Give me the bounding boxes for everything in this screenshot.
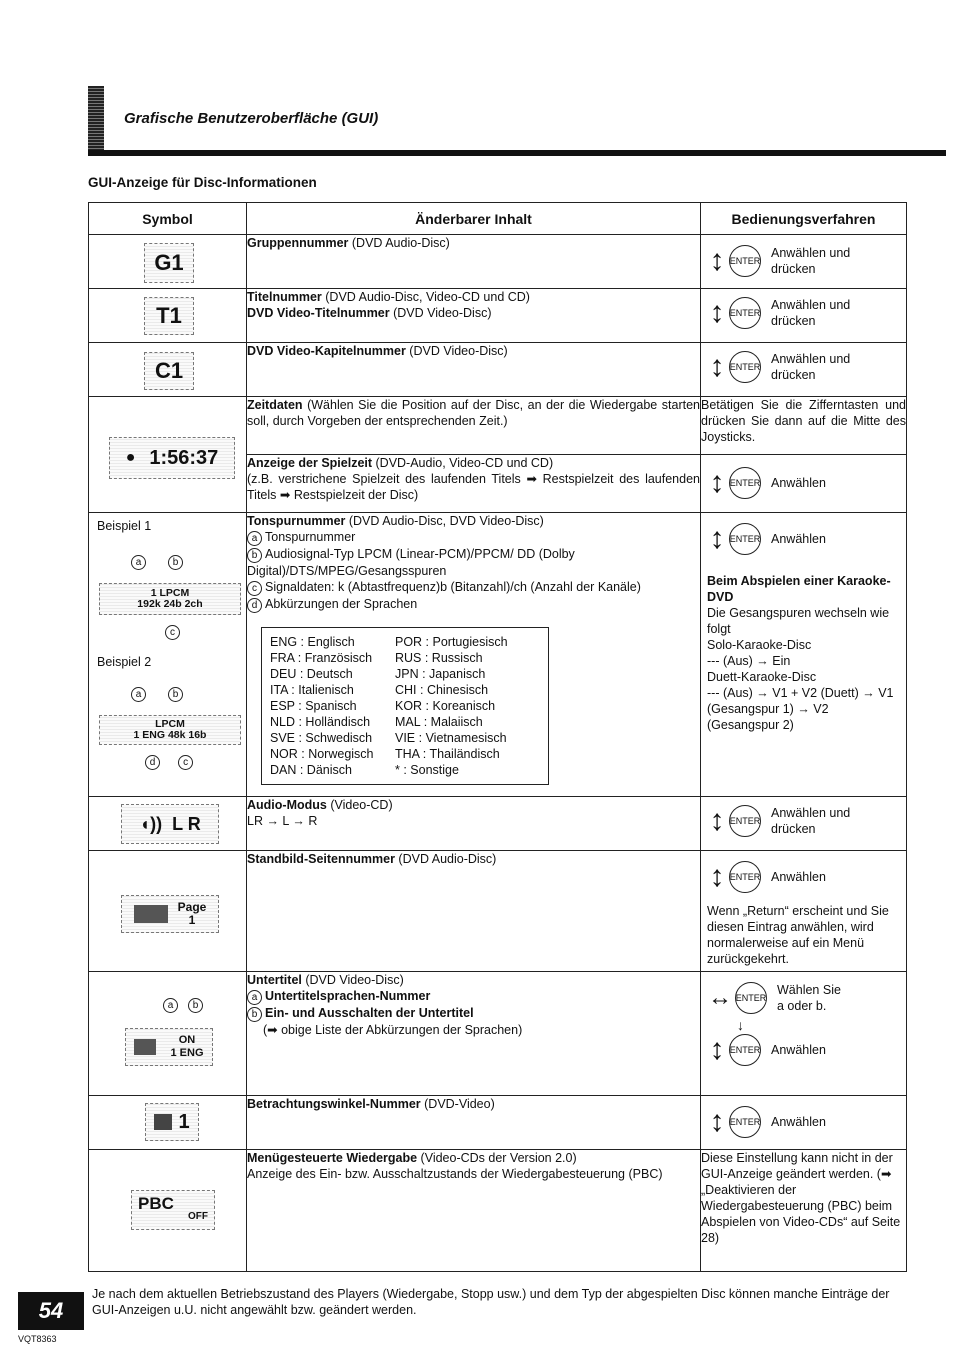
callout-label [165, 625, 183, 640]
col-header-content: Änderbarer Inhalt [247, 203, 701, 235]
language-list [261, 627, 549, 785]
lang-item: RUS : Russisch [395, 651, 483, 665]
up-down-arrow-icon: ↕ [709, 466, 725, 499]
lang-item: FRA : Französisch [270, 651, 373, 665]
lang-item: NOR : Norwegisch [270, 747, 374, 761]
enter-label: ENTER [729, 1116, 761, 1127]
osd-text-block [170, 1034, 203, 1060]
operation-cell: Diese Einstellung kann nicht in der GUI-Anzeige geändert werden. (➡ „Deaktivieren der Wiedergabesteuerung (PBC) beim Abspielen von Video-CDs“ auf Seite 28) [701, 1150, 907, 1272]
operation-cell [701, 455, 907, 513]
operation-text: Anwählen und drücken [771, 806, 851, 836]
up-down-arrow-icon: ↕ [709, 350, 725, 383]
table-row [89, 289, 907, 343]
example-1-label: Beispiel 1 [97, 519, 152, 533]
osd-text-block [178, 901, 207, 927]
operation-text: Anwählen und drücken [771, 298, 851, 328]
content-text: Audiosignal-Typ LPCM (Linear-PCM)/PPCM/ DD (Dolby Digital)/DTS/MPEG/Gesangsspuren [247, 547, 575, 578]
osd-text: Page [177, 900, 207, 914]
karaoke-line: --- (Aus) → Ein [707, 654, 791, 668]
callout-c: c [247, 581, 262, 596]
lang-item: ITA : Italienisch [270, 683, 354, 697]
content-bold: Untertitelsprachen-Nummer [265, 989, 431, 1003]
content-bold: Betrachtungswinkel-Nummer [247, 1097, 421, 1111]
content-text: (z.B. verstrichene Spielzeit des laufenden Titels ➡ Restspielzeit des laufenden Titels ➡ Restspielzeit der Disc) [247, 472, 700, 502]
footer-note: Je nach dem aktuellen Betriebszustand des Players (Wiedergabe, Stopp usw.) und dem Typ der abgespielten Disc können manche Einträge der GUI-Anzeigen u.U. nicht angewählt bzw. geändert werden. [92, 1287, 890, 1317]
page-number: 54 [18, 1292, 84, 1330]
up-down-arrow-icon: ↕ [709, 1033, 725, 1066]
operation-text: a oder b. [777, 999, 827, 1013]
enter-label: ENTER [729, 871, 761, 882]
operation-text: Anwählen [771, 870, 826, 884]
table-row [89, 343, 907, 397]
karaoke-line: Die Gesangspuren wechseln wie folgt [707, 606, 890, 636]
callout-a: a [131, 555, 146, 570]
karaoke-note [701, 559, 906, 737]
enter-label: ENTER [729, 361, 761, 372]
content-text: (DVD Video-Disc) [405, 344, 508, 358]
enter-button-icon [729, 805, 761, 837]
enter-button-icon [729, 523, 761, 555]
speaker-icon: ◖)) [139, 813, 163, 834]
content-text: (Video-CDs der Version 2.0) [417, 1151, 577, 1165]
lang-item: ENG : Englisch [270, 635, 355, 649]
document-code: VQT8363 [18, 1334, 57, 1344]
content-bold: Zeitdaten [247, 398, 303, 412]
callout-a: a [247, 531, 262, 546]
operation-text: Anwählen und drücken [771, 352, 851, 382]
operation-cell [701, 851, 907, 972]
symbol-cell [89, 972, 247, 1096]
lang-item: KOR : Koreanisch [395, 699, 496, 713]
operation-cell [701, 797, 907, 851]
lang-item: POR : Portugiesisch [395, 635, 508, 649]
content-text: Anzeige des Ein- bzw. Ausschaltzustands der Wiedergabesteuerung (PBC) [247, 1167, 663, 1181]
content-cell [247, 343, 701, 397]
table-header-row [89, 203, 907, 235]
content-cell [247, 851, 701, 972]
table-row [89, 1150, 907, 1272]
content-bold: Titelnummer [247, 290, 322, 304]
content-text: (DVD Audio-Disc, DVD Video-Disc) [345, 514, 544, 528]
karaoke-title: Beim Abspielen einer Karaoke-DVD [707, 574, 891, 604]
content-text: (Wählen Sie die Position auf der Disc, an der die Wiedergabe starten soll, durch Vorgeben der entsprechenden Zeit.) [247, 398, 700, 428]
left-right-arrow-icon: ↔ [708, 984, 732, 1011]
operation-cell [701, 1096, 907, 1150]
operation-text: Anwählen [771, 476, 826, 490]
col-header-operation: Bedienungsverfahren [701, 203, 907, 235]
symbol-cell [89, 851, 247, 972]
subtitle-osd-icon [125, 1028, 213, 1066]
operation-text: Anwählen [771, 532, 826, 546]
content-bold: DVD Video-Kapitelnummer [247, 344, 406, 358]
time-osd-icon [109, 437, 235, 479]
content-cell [247, 1150, 701, 1272]
enter-button-icon [729, 467, 761, 499]
content-text: (DVD Video-Disc) [301, 973, 404, 987]
enter-button-icon [735, 982, 767, 1014]
chapter-osd-icon: C1 [144, 352, 194, 390]
lang-item: DEU : Deutsch [270, 667, 353, 681]
content-cell [247, 797, 701, 851]
operation-text: Anwählen [771, 1043, 826, 1057]
operation-text: Anwählen und drücken [771, 246, 851, 276]
callout-b: b [247, 1007, 262, 1022]
operation-note: Wenn „Return“ erscheint und Sie diesen Eintrag anwählen, wird normalerweise auf ein Menü zurückgekehrt. [707, 904, 889, 966]
table-row [89, 1096, 907, 1150]
lang-item: JPN : Japanisch [395, 667, 486, 681]
col-header-symbol: Symbol [89, 203, 247, 235]
callout-b: b [247, 548, 262, 563]
enter-button-icon [729, 1106, 761, 1138]
content-text: (DVD Audio-Disc, Video-CD und CD) [321, 290, 530, 304]
symbol-cell [89, 397, 247, 513]
content-bold: Anzeige der Spielzeit [247, 456, 373, 470]
content-text: Abkürzungen der Sprachen [265, 597, 418, 611]
content-text: (DVD-Video) [420, 1097, 495, 1111]
content-bold: Tonspurnummer [247, 514, 346, 528]
osd-text: 1 ENG 48k 16b [133, 729, 207, 741]
content-text: Tonspurnummer [265, 530, 356, 544]
up-down-arrow-icon: ↕ [709, 860, 725, 893]
table-row [89, 851, 907, 972]
content-cell [247, 397, 701, 455]
callout-labels [131, 687, 186, 702]
content-cell [247, 513, 701, 797]
up-down-arrow-icon: ↕ [709, 804, 725, 837]
karaoke-line: Solo-Karaoke-Disc [707, 638, 812, 652]
content-bold: Menügesteuerte Wiedergabe [247, 1151, 418, 1165]
operation-text-block [777, 982, 841, 1014]
down-arrow-icon: ↓ [737, 1017, 744, 1033]
enter-button-icon [729, 861, 761, 893]
picture-icon [134, 905, 168, 923]
symbol-cell [89, 343, 247, 397]
content-text: (➡ obige Liste der Abkürzungen der Sprachen) [263, 1023, 523, 1037]
enter-label: ENTER [735, 992, 767, 1003]
osd-text: 1 [188, 913, 196, 927]
content-bold: Untertitel [247, 973, 302, 987]
section-title: GUI-Anzeige für Disc-Informationen [88, 175, 317, 190]
time-value: 1:56:37 [149, 446, 219, 469]
osd-text: ON [178, 1034, 196, 1046]
audio-osd-example-1 [99, 583, 241, 615]
callout-c: c [178, 755, 193, 770]
callout-a: a [163, 998, 178, 1013]
content-cell [247, 289, 701, 343]
callout-b: b [168, 555, 183, 570]
up-down-arrow-icon: ↕ [709, 244, 725, 277]
callout-b: b [188, 998, 203, 1013]
lang-item: SVE : Schwedisch [270, 731, 373, 745]
osd-text: OFF [188, 1211, 208, 1222]
lang-item: DAN : Dänisch [270, 763, 352, 777]
osd-text: 1 ENG [170, 1047, 204, 1059]
audio-osd-example-2 [99, 715, 241, 745]
lang-item: * : Sonstige [395, 763, 459, 777]
enter-label: ENTER [729, 307, 761, 318]
symbol-cell [89, 235, 247, 289]
enter-button-icon [729, 351, 761, 383]
symbol-cell [89, 1096, 247, 1150]
content-text: (DVD Audio-Disc) [348, 236, 450, 250]
osd-text: L R [172, 813, 201, 834]
table-row [89, 397, 907, 455]
osd-text: LPCM [155, 718, 185, 730]
callout-d: d [247, 598, 262, 613]
enter-button-icon [729, 245, 761, 277]
callout-d: d [145, 755, 160, 770]
camera-icon [154, 1114, 172, 1130]
content-bold: Audio-Modus [247, 798, 327, 812]
header-bar [88, 86, 104, 154]
karaoke-line: --- (Aus) → V1 + V2 (Duett) → V1 (Gesangspur 1) → V2 (Gesangspur 2) [707, 686, 894, 732]
lang-item: NLD : Holländisch [270, 715, 371, 729]
subtitle-icon [134, 1039, 156, 1055]
content-cell [247, 235, 701, 289]
header-rule [88, 150, 946, 156]
operation-cell [701, 235, 907, 289]
enter-button-icon [729, 297, 761, 329]
content-bold: Ein- und Ausschalten der Untertitel [265, 1006, 474, 1020]
still-page-osd-icon [121, 895, 219, 933]
pbc-osd-icon [131, 1190, 215, 1230]
enter-label: ENTER [729, 815, 761, 826]
content-text: LR → L → R [247, 814, 318, 828]
page-title: Grafische Benutzeroberfläche (GUI) [124, 110, 379, 127]
callout-a: a [247, 990, 262, 1005]
osd-text: 192k 24b 2ch [137, 598, 203, 610]
content-bold: Standbild-Seitennummer [247, 852, 395, 866]
symbol-cell [89, 797, 247, 851]
osd-text: 1 [178, 1110, 190, 1133]
lang-item: MAL : Malaiisch [395, 715, 483, 729]
operation-cell [701, 972, 907, 1096]
enter-label: ENTER [729, 1044, 761, 1055]
lang-item: VIE : Vietnamesisch [395, 731, 507, 745]
lang-item: CHI : Chinesisch [395, 683, 489, 697]
operation-cell [701, 289, 907, 343]
up-down-arrow-icon: ↕ [709, 296, 725, 329]
disc-icon: ● [125, 449, 136, 466]
audio-mode-osd-icon [121, 804, 219, 844]
example-2-label: Beispiel 2 [97, 655, 152, 669]
enter-label: ENTER [729, 255, 761, 266]
content-cell [247, 972, 701, 1096]
enter-label: ENTER [729, 533, 761, 544]
table-row [89, 513, 907, 797]
symbol-cell [89, 1150, 247, 1272]
operation-cell [701, 513, 907, 797]
callout-b: b [168, 687, 183, 702]
osd-text: PBC [138, 1194, 174, 1213]
callout-labels [131, 555, 186, 570]
content-text: (DVD Video-Disc) [389, 306, 492, 320]
operation-text: Anwählen [771, 1115, 826, 1129]
table-row [89, 235, 907, 289]
operation-text: Wählen Sie [777, 983, 841, 997]
up-down-arrow-icon: ↕ [709, 522, 725, 555]
enter-label: ENTER [729, 477, 761, 488]
enter-button-icon [729, 1034, 761, 1066]
content-bold: DVD Video-Titelnummer [247, 306, 390, 320]
callout-c: c [165, 625, 180, 640]
osd-text: 1 LPCM [150, 587, 190, 599]
table-row [89, 972, 907, 1096]
content-text: (Video-CD) [326, 798, 393, 812]
callout-labels [145, 755, 196, 770]
content-cell [247, 1096, 701, 1150]
table-row [89, 797, 907, 851]
gui-info-table [88, 202, 907, 1272]
content-cell [247, 455, 701, 513]
callout-a: a [131, 687, 146, 702]
lang-item: ESP : Spanisch [270, 699, 357, 713]
lang-item: THA : Thailändisch [395, 747, 500, 761]
callout-labels [163, 998, 206, 1013]
up-down-arrow-icon: ↕ [709, 1105, 725, 1138]
group-osd-icon: G1 [144, 243, 194, 283]
operation-cell [701, 343, 907, 397]
content-text: Signaldaten: k (Abtastfrequenz)b (Bitanzahl)/ch (Anzahl der Kanäle) [265, 580, 641, 594]
content-bold: Gruppennummer [247, 236, 349, 250]
symbol-cell [89, 289, 247, 343]
operation-cell: Betätigen Sie die Zifferntasten und drücken Sie dann auf die Mitte des Joysticks. [701, 397, 907, 455]
content-text: (DVD Audio-Disc) [394, 852, 497, 866]
symbol-cell [89, 513, 247, 797]
content-text: (DVD-Audio, Video-CD und CD) [372, 456, 554, 470]
karaoke-line: Duett-Karaoke-Disc [707, 670, 817, 684]
title-osd-icon: T1 [144, 297, 194, 335]
angle-osd-icon [145, 1103, 199, 1141]
